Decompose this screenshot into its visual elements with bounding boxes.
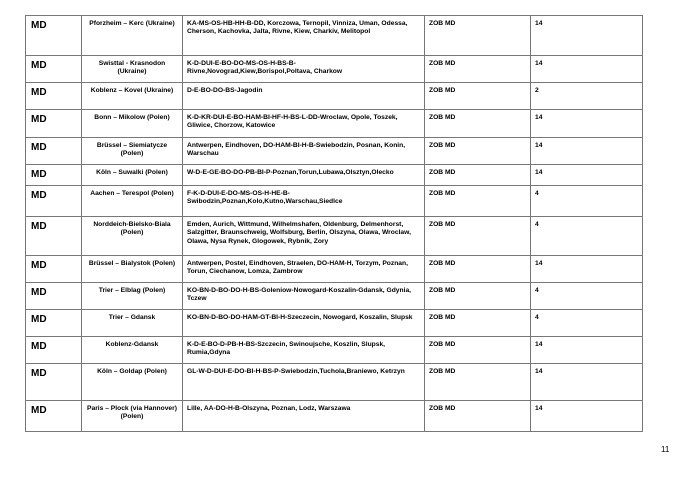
stops-cell: GL-W-D-DUI-E-DO-BI-H-BS-P-Swiebodzin,Tuchola,Braniewo, Ketrzyn: [183, 364, 425, 401]
routes-table-body: [26, 16, 643, 432]
type-cell: MD: [26, 186, 82, 217]
organizer-cell: ZOB MD: [425, 56, 531, 83]
count-cell: 4: [531, 310, 643, 337]
stops-cell: F-K-D-DUI-E-DO-MS-OS-H-HE-B-Swibodzin,Poznan,Kolo,Kutno,Warschau,Siedlce: [183, 186, 425, 217]
type-cell: MD: [26, 283, 82, 310]
count-cell: 4: [531, 283, 643, 310]
stops-cell: Antwerpen, Postel, Eindhoven, Straelen, DO-HAM-H, Torzym, Poznan, Torun, Ciechanow, Lomza, Zambrow: [183, 256, 425, 283]
table-row: [26, 110, 643, 138]
stops-cell: K-D-KR-DUI-E-BO-HAM-BI-HF-H-BS-L-DD-Wroclaw, Opole, Toszek, Gliwice, Chorzow, Katowice: [183, 110, 425, 138]
stops-cell: K-D-E-BO-D-PB-H-BS-Szczecin, Swinoujsche, Koszlin, Slupsk, Rumia,Gdyna: [183, 337, 425, 364]
count-cell: 14: [531, 256, 643, 283]
stops-cell: KO-BN-D-BO-DO-HAM-GT-BI-H-Szeczecin, Nowogard, Koszalin, Slupsk: [183, 310, 425, 337]
count-cell: 14: [531, 16, 643, 56]
count-cell: 14: [531, 56, 643, 83]
organizer-cell: ZOB MD: [425, 83, 531, 110]
type-cell: MD: [26, 110, 82, 138]
route-cell: Köln – Goldap (Polen): [82, 364, 183, 401]
route-cell: Trier – Elblag (Polen): [82, 283, 183, 310]
route-cell: Norddeich-Bielsko-Biala (Polen): [82, 217, 183, 256]
stops-cell: Lille, AA-DO-H-B-Olszyna, Poznan, Lodz, Warszawa: [183, 401, 425, 432]
stops-cell: D-E-BO-DO-BS-Jagodin: [183, 83, 425, 110]
table-row: [26, 138, 643, 165]
type-cell: MD: [26, 256, 82, 283]
organizer-cell: ZOB MD: [425, 165, 531, 186]
organizer-cell: ZOB MD: [425, 337, 531, 364]
table-row: [26, 217, 643, 256]
table-row: [26, 337, 643, 364]
organizer-cell: ZOB MD: [425, 364, 531, 401]
type-cell: MD: [26, 138, 82, 165]
organizer-cell: ZOB MD: [425, 401, 531, 432]
count-cell: 14: [531, 138, 643, 165]
stops-cell: KO-BN-D-BO-DO-H-BS-Goleniow-Nowogard-Koszalin-Gdansk, Gdynia, Tczew: [183, 283, 425, 310]
table-row: [26, 16, 643, 56]
table-row: [26, 401, 643, 432]
organizer-cell: ZOB MD: [425, 110, 531, 138]
table-row: [26, 364, 643, 401]
organizer-cell: ZOB MD: [425, 283, 531, 310]
routes-table: [25, 15, 643, 432]
organizer-cell: ZOB MD: [425, 138, 531, 165]
organizer-cell: ZOB MD: [425, 16, 531, 56]
route-cell: Pforzheim – Kerc (Ukraine): [82, 16, 183, 56]
type-cell: MD: [26, 165, 82, 186]
count-cell: 14: [531, 110, 643, 138]
organizer-cell: ZOB MD: [425, 256, 531, 283]
stops-cell: K-D-DUI-E-BO-DO-MS-OS-H-BS-B-Rivne,Novograd,Kiew,Borispol,Poltava, Charkow: [183, 56, 425, 83]
type-cell: MD: [26, 217, 82, 256]
organizer-cell: ZOB MD: [425, 217, 531, 256]
table-row: [26, 165, 643, 186]
route-cell: Koblenz-Gdansk: [82, 337, 183, 364]
type-cell: MD: [26, 401, 82, 432]
type-cell: MD: [26, 364, 82, 401]
route-cell: Brüssel – Bialystok (Polen): [82, 256, 183, 283]
count-cell: 14: [531, 364, 643, 401]
type-cell: MD: [26, 310, 82, 337]
route-cell: Trier – Gdansk: [82, 310, 183, 337]
table-row: [26, 256, 643, 283]
organizer-cell: ZOB MD: [425, 310, 531, 337]
stops-cell: Antwerpen, Eindhoven, DO-HAM-BI-H-B-Swiebodzin, Posnan, Konin, Warschau: [183, 138, 425, 165]
count-cell: 14: [531, 337, 643, 364]
type-cell: MD: [26, 56, 82, 83]
type-cell: MD: [26, 337, 82, 364]
table-row: [26, 83, 643, 110]
table-row: [26, 56, 643, 83]
type-cell: MD: [26, 16, 82, 56]
route-cell: Koblenz – Kovel (Ukraine): [82, 83, 183, 110]
type-cell: MD: [26, 83, 82, 110]
count-cell: 4: [531, 217, 643, 256]
route-cell: Köln – Suwalki (Polen): [82, 165, 183, 186]
route-cell: Aachen – Terespol (Polen): [82, 186, 183, 217]
count-cell: 14: [531, 165, 643, 186]
organizer-cell: ZOB MD: [425, 186, 531, 217]
page-number: 11: [661, 445, 670, 454]
count-cell: 14: [531, 401, 643, 432]
route-cell: Paris – Plock (via Hannover) (Polen): [82, 401, 183, 432]
count-cell: 2: [531, 83, 643, 110]
stops-cell: W-D-E-GE-BO-DO-PB-BI-P-Poznan,Torun,Lubawa,Olsztyn,Olecko: [183, 165, 425, 186]
count-cell: 4: [531, 186, 643, 217]
table-row: [26, 310, 643, 337]
route-cell: Swisttal - Krasnodon (Ukraine): [82, 56, 183, 83]
stops-cell: Emden, Aurich, Wittmund, Wilhelmshafen, Oldenburg, Delmenhorst, Salzgitter, Braunschweig, Wolfsburg, Berlin, Olszyna, Olawa, Wroclaw, Olawa, Nysa Rynek, Glogowek, Rybnik, Zory: [183, 217, 425, 256]
stops-cell: KA-MS-OS-HB-HH-B-DD, Korczowa, Ternopil, Vinniza, Uman, Odessa, Cherson, Kachovka, Jalta, Rivne, Kiew, Charkiv, Melitopol: [183, 16, 425, 56]
route-cell: Bonn – Mikolow (Polen): [82, 110, 183, 138]
route-cell: Brüssel – Siemiatycze (Polen): [82, 138, 183, 165]
table-row: [26, 283, 643, 310]
table-row: [26, 186, 643, 217]
